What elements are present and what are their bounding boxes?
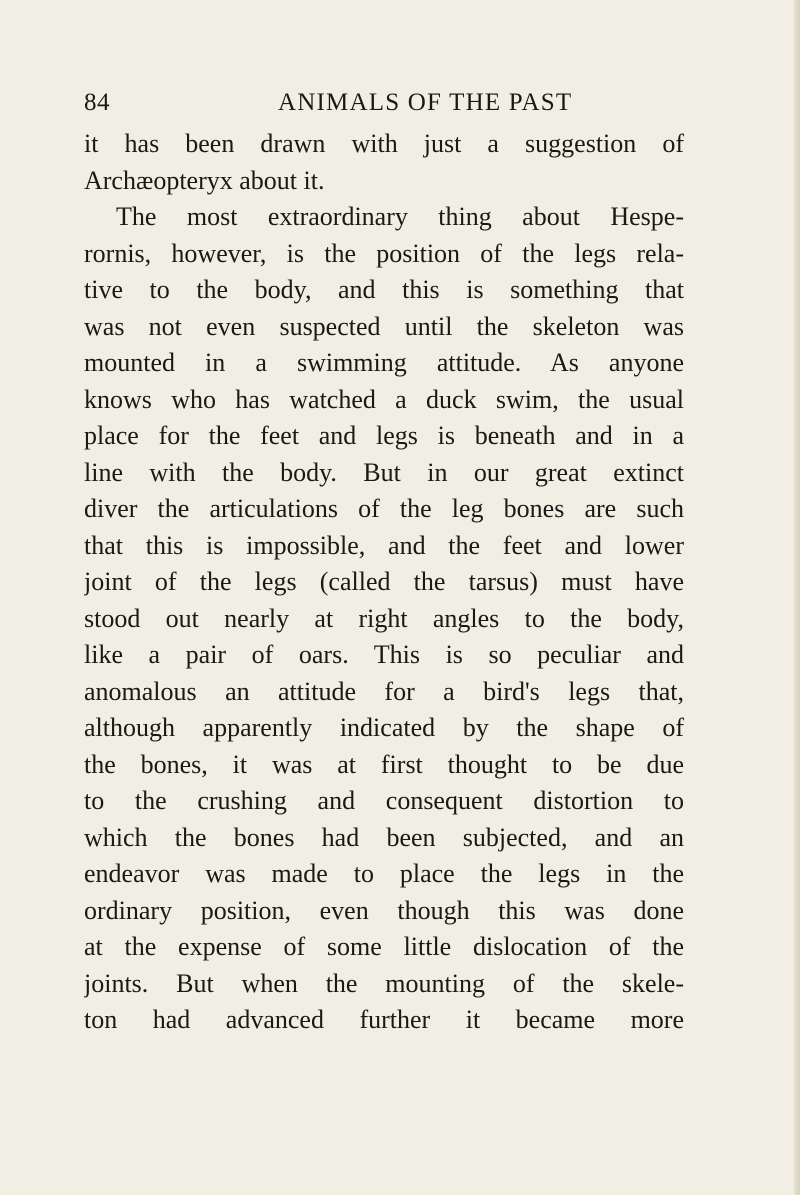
text-line: rornis, however, is the position of the legs rela- (84, 238, 684, 268)
text-line: it has been drawn with just a suggestion of (84, 129, 684, 158)
page-edge (794, 0, 800, 1195)
body-text (84, 126, 684, 1039)
text-line: mounted in a swimming attitude. As anyone (84, 348, 684, 377)
running-head (84, 86, 684, 120)
text-line: the bones, it was at first thought to be due (84, 749, 684, 779)
text-line: which the bones had been subjected, and an (84, 822, 684, 852)
text-line: diver the articulations of the leg bones are such (84, 494, 684, 523)
text-line: at the expense of some little dislocation of the (84, 932, 684, 961)
text-line: joint of the legs (called the tarsus) must have (84, 567, 684, 596)
text-line: ordinary position, even though this was done (84, 895, 684, 925)
text-line: stood out nearly at right angles to the body, (84, 603, 684, 633)
text-line: endeavor was made to place the legs in the (84, 859, 684, 888)
text-line: ton had advanced further it became more (84, 1005, 684, 1034)
text-line: that this is impossible, and the feet and lower (84, 530, 684, 560)
text-line: like a pair of oars. This is so peculiar and (84, 640, 684, 669)
text-line: although apparently indicated by the shape of (84, 713, 684, 742)
running-title: ANIMALS OF THE PAST (278, 89, 573, 116)
text-line: tive to the body, and this is something that (84, 275, 684, 304)
text-line: Archæopteryx about it. (84, 165, 325, 195)
text-line: place for the feet and legs is beneath and in a (84, 421, 684, 450)
text-line: joints. But when the mounting of the skele- (84, 968, 684, 998)
text-line: to the crushing and consequent distortion to (84, 786, 684, 815)
page-number: 84 (84, 89, 110, 116)
text-line: knows who has watched a duck swim, the usual (84, 384, 684, 414)
text-line: anomalous an attitude for a bird's legs that, (84, 676, 684, 706)
text-line: The most extraordinary thing about Hespe- (116, 202, 684, 231)
text-line: was not even suspected until the skeleton was (84, 311, 684, 341)
text-line: line with the body. But in our great extinct (84, 457, 684, 487)
